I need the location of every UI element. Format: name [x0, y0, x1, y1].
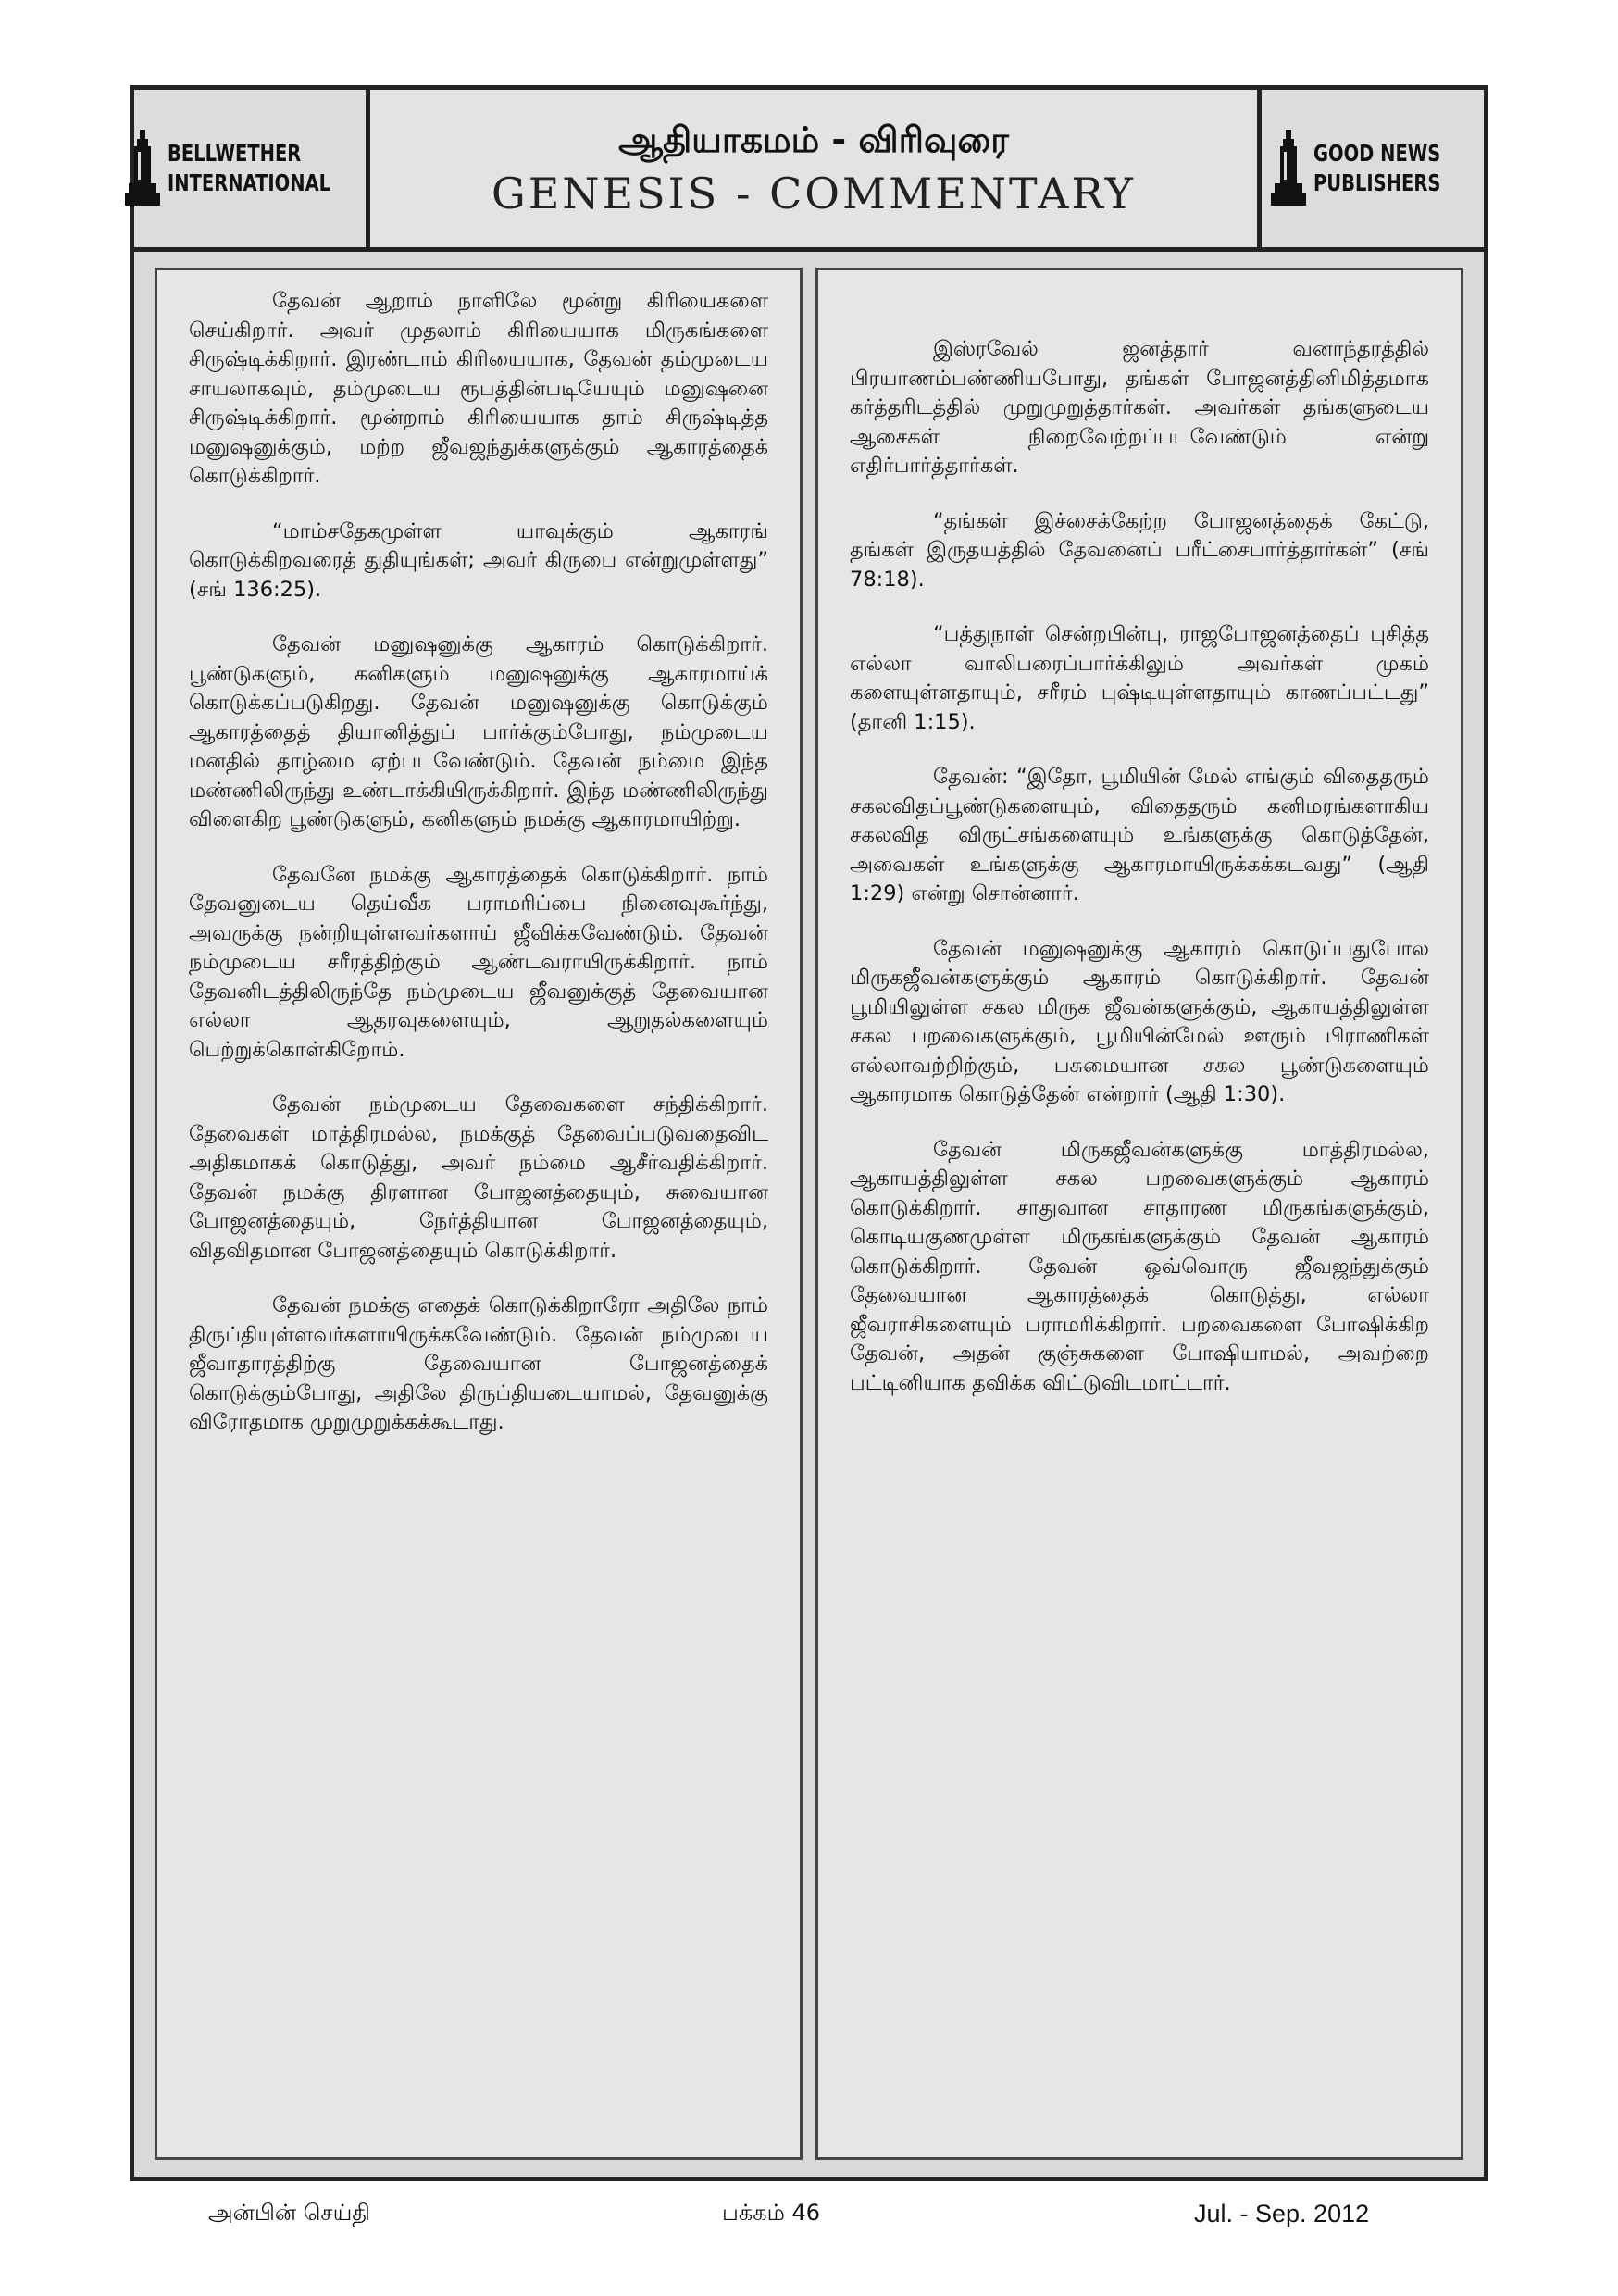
paragraph: தேவன் மனுஷனுக்கு ஆகாரம் கொடுக்கிறார். பூண்டுகளும், கனிகளும் மனுஷனுக்கு ஆகாரமாய்க் கொடுக்கப்படுகிறது. தேவன் மனுஷனுக்கு கொடுக்கும் ஆகாரத்தைத் தியானித்துப் பார்க்கும்போது, நம்முடைய மனதில் தாழ்மை ஏற்படவேண்டும். தேவன் நம்மை இந்த மண்ணிலிருந்து உண்டாக்கியிருக்கிறார். இந்த மண்ணிலிருந்து விளைகிற பூண்டுகளும், கனிகளும் நமக்கு ஆகாரமாயிற்று. [189, 632, 768, 831]
title-tamil: ஆதியாகமம் - விரிவுரை [618, 119, 1009, 160]
logo-line2: PUBLISHERS [1313, 169, 1441, 196]
bellwether-logo [134, 90, 370, 247]
page-frame [130, 85, 1488, 2181]
text-columns [155, 268, 1463, 2160]
page-number: பக்கம் 46 [722, 2200, 821, 2226]
header [134, 90, 1484, 252]
paragraph: தேவன் மிருகஜீவன்களுக்கு மாத்திரமல்ல, ஆகாயத்திலுள்ள சகல பறவைகளுக்கும் ஆகாரம் கொடுக்கிறார். சாதுவான சாதாரண மிருகங்களுக்கும், கொடியகுணமுள்ள மிருகங்களுக்கும் தேவன் ஆகாரம் கொடுக்கிறார். தேவன் ஒவ்வொரு ஜீவஜந்துக்கும் தேவையான ஆகாரத்தைக் கொடுத்து, எல்லா ஜீவராசிகளையும் பராமரிக்கிறார். பறவைகளை போஷிக்கிற தேவன், அதன் குஞ்சுகளை போஷியாமல், அவற்றை பட்டினியாக தவிக்க விட்டுவிடமாட்டார். [850, 1137, 1429, 1395]
paragraph: “தங்கள் இச்சைக்கேற்ற போஜனத்தைக் கேட்டு, தங்கள் இருதயத்தில் தேவனைப் பரீட்சைபார்த்தார்கள்” (சங் 78:18). [850, 508, 1429, 592]
logo-line1: GOOD NEWS [1313, 140, 1441, 167]
left-column [155, 268, 803, 2160]
paragraph: “பத்துநாள் சென்றபின்பு, ராஜபோஜனத்தைப் புசித்த எல்லா வாலிபரைப்பார்க்கிலும் அவர்கள் முகம் களையுள்ளதாயும், சரீரம் புஷ்டியுள்ளதாயும் காணப்பட்டது” (தானி 1:15). [850, 622, 1429, 734]
paragraph: தேவனே நமக்கு ஆகாரத்தைக் கொடுக்கிறார். நாம் தேவனுடைய தெய்வீக பராமரிப்பை நினைவுகூர்ந்து, அவருக்கு நன்றியுள்ளவர்களாய் ஜீவிக்கவேண்டும். தேவன் நம்முடைய சரீரத்திற்கும் ஆண்டவராயிருக்கிறார். நாம் தேவனிடத்திலிருந்தே நம்முடைய ஜீவனுக்குத் தேவையான எல்லா ஆதரவுகளையும், ஆறுதல்களையும் பெற்றுக்கொள்கிறோம். [189, 862, 768, 1062]
paragraph: இஸ்ரவேல் ஜனத்தார் வனாந்தரத்தில் பிரயாணம்பண்ணியபோது, தங்கள் போஜனத்தினிமித்தமாக கர்த்தரிடத்தில் முறுமுறுத்தார்கள். அவர்கள் தங்களுடைய ஆசைகள் நிறைவேற்றப்படவேண்டும் என்று எதிர்பார்த்தார்கள். [850, 337, 1429, 478]
title-block [370, 90, 1257, 247]
good-news-logo [1257, 90, 1484, 247]
paragraph: தேவன் நம்முடைய தேவைகளை சந்திக்கிறார். தேவைகள் மாத்திரமல்ல, நமக்குத் தேவைப்படுவதைவிட அதிகமாகக் கொடுத்து, அவர் நம்மை ஆசீர்வதிக்கிறார். தேவன் நமக்கு திரளான போஜனத்தையும், சுவையான போஜனத்தையும், நேர்த்தியான போஜனத்தையும், விதவிதமான போஜனத்தையும் கொடுக்கிறார். [189, 1092, 768, 1263]
right-column [815, 268, 1463, 2160]
logo-line2: INTERNATIONAL [168, 169, 331, 196]
title-english: GENESIS - COMMENTARY [491, 168, 1137, 218]
lamp-icon [123, 126, 162, 211]
paragraph: தேவன்: “இதோ, பூமியின் மேல் எங்கும் விதைதரும் சகலவிதப்பூண்டுகளையும், விதைதரும் கனிமரங்களாகிய சகலவித விருட்சங்களையும் உங்களுக்கு கொடுத்தேன், அவைகள் உங்களுக்கு ஆகாரமாயிருக்கக்கடவது” (ஆதி 1:29) என்று சொன்னார். [850, 765, 1429, 905]
paragraph: தேவன் நமக்கு எதைக் கொடுக்கிறாரோ அதிலே நாம் திருப்தியுள்ளவர்களாயிருக்கவேண்டும். தேவன் நம்முடைய ஜீவாதாரத்திற்கு தேவையான போஜனத்தைக் கொடுக்கும்போது, அதிலே திருப்தியடையாமல், தேவனுக்கு விரோதமாக முறுமுறுக்கக்கூடாது. [189, 1293, 768, 1434]
footer [0, 2200, 1618, 2237]
lamp-icon [1269, 126, 1308, 211]
magazine-name: அன்பின் செய்தி [208, 2200, 370, 2226]
paragraph: தேவன் ஆறாம் நாளிலே மூன்று கிரியைகளை செய்கிறார். அவர் முதலாம் கிரியையாக மிருகங்களை சிருஷ்டிக்கிறார். இரண்டாம் கிரியையாக, தேவன் தம்முடைய சாயலாகவும், தம்முடைய ரூபத்தின்படியேயும் மனுஷனை சிருஷ்டிக்கிறார். மூன்றாம் கிரியையாக தாம் சிருஷ்டித்த மனுஷனுக்கும், மற்ற ஜீவஜந்துக்களுக்கும் ஆகாரத்தைக் கொடுக்கிறார். [189, 289, 768, 488]
logo-line1: BELLWETHER [168, 140, 302, 167]
paragraph: “மாம்சதேகமுள்ள யாவுக்கும் ஆகாரங் கொடுக்கிறவரைத் துதியுங்கள்; அவர் கிருபை என்றுமுள்ளது” (சங் 136:25). [189, 518, 768, 602]
issue-date: Jul. - Sep. 2012 [1194, 2200, 1370, 2227]
paragraph: தேவன் மனுஷனுக்கு ஆகாரம் கொடுப்பதுபோல மிருகஜீவன்களுக்கும் ஆகாரம் கொடுக்கிறார். தேவன் பூமியிலுள்ள சகல மிருக ஜீவன்களுக்கும், ஆகாயத்திலுள்ள சகல பறவைகளுக்கும், பூமியின்மேல் ஊரும் பிராணிகள் எல்லாவற்றிற்கும், பசுமையான சகல பூண்டுகளையும் ஆகாரமாக கொடுத்தேன் என்றார் (ஆதி 1:30). [850, 936, 1429, 1106]
